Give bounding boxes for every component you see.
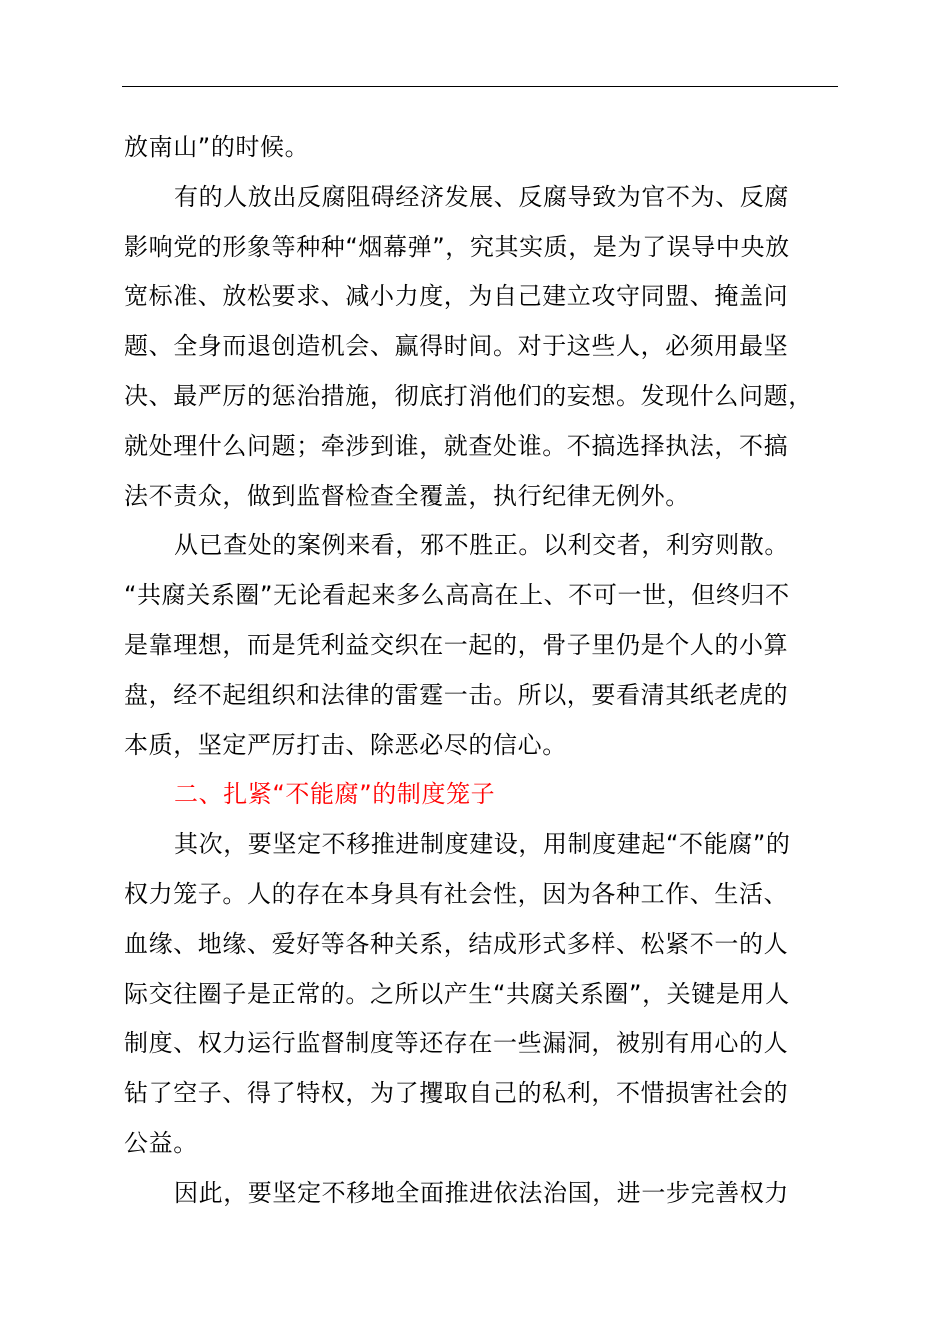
text-line: 影响党的形象等种种“烟幕弹”，究其实质，是为了误导中央放 — [124, 232, 790, 261]
header-rule — [122, 86, 838, 87]
text-line: 宽标准、放松要求、减小力度，为自己建立攻守同盟、掩盖问 — [124, 282, 789, 311]
text-line: 本质，坚定严厉打击、除恶必尽的信心。 — [124, 730, 567, 759]
text-line: 盘，经不起组织和法律的雷霆一击。所以，要看清其纸老虎的 — [124, 680, 789, 709]
text-line: 放南山”的时候。 — [124, 133, 310, 161]
text-line: 际交往圈子是正常的。之所以产生“共腐关系圈”，关键是用人 — [124, 979, 790, 1008]
paragraph-start-line: 因此，要坚定不移地全面推进依法治国，进一步完善权力 — [174, 1178, 789, 1207]
text-line: 题、全身而退创造机会、赢得时间。对于这些人，必须用最坚 — [124, 332, 789, 361]
text-line: 决、最严厉的惩治措施，彻底打消他们的妄想。发现什么问题， — [124, 381, 813, 410]
text-line: 权力笼子。人的存在本身具有社会性，因为各种工作、生活、 — [124, 879, 789, 908]
paragraph-start-line: 其次，要坚定不移推进制度建设，用制度建起“不能腐”的 — [174, 830, 791, 859]
text-line: 钻了空子、得了特权，为了攫取自己的私利，不惜损害社会的 — [124, 1079, 789, 1108]
text-line: 法不责众，做到监督检查全覆盖，执行纪律无例外。 — [124, 481, 690, 510]
text-line: 就处理什么问题；牵涉到谁，就查处谁。不搞选择执法，不搞 — [124, 431, 789, 460]
section-heading: 二、扎紧“不能腐”的制度笼子 — [174, 780, 496, 809]
text-line: 公益。 — [124, 1128, 198, 1157]
text-line: 制度、权力运行监督制度等还存在一些漏洞，被别有用心的人 — [124, 1029, 789, 1058]
paragraph-start-line: 从已查处的案例来看，邪不胜正。以利交者，利穷则散。 — [174, 531, 789, 560]
paragraph-start-line: 有的人放出反腐阻碍经济发展、反腐导致为官不为、反腐 — [174, 182, 789, 211]
document-body — [124, 123, 840, 1219]
text-line: “共腐关系圈”无论看起来多么高高在上、不可一世，但终归不 — [124, 581, 790, 610]
text-line: 血缘、地缘、爱好等各种关系，结成形式多样、松紧不一的人 — [124, 929, 789, 958]
text-line: 是靠理想，而是凭利益交织在一起的，骨子里仍是个人的小算 — [124, 630, 789, 659]
